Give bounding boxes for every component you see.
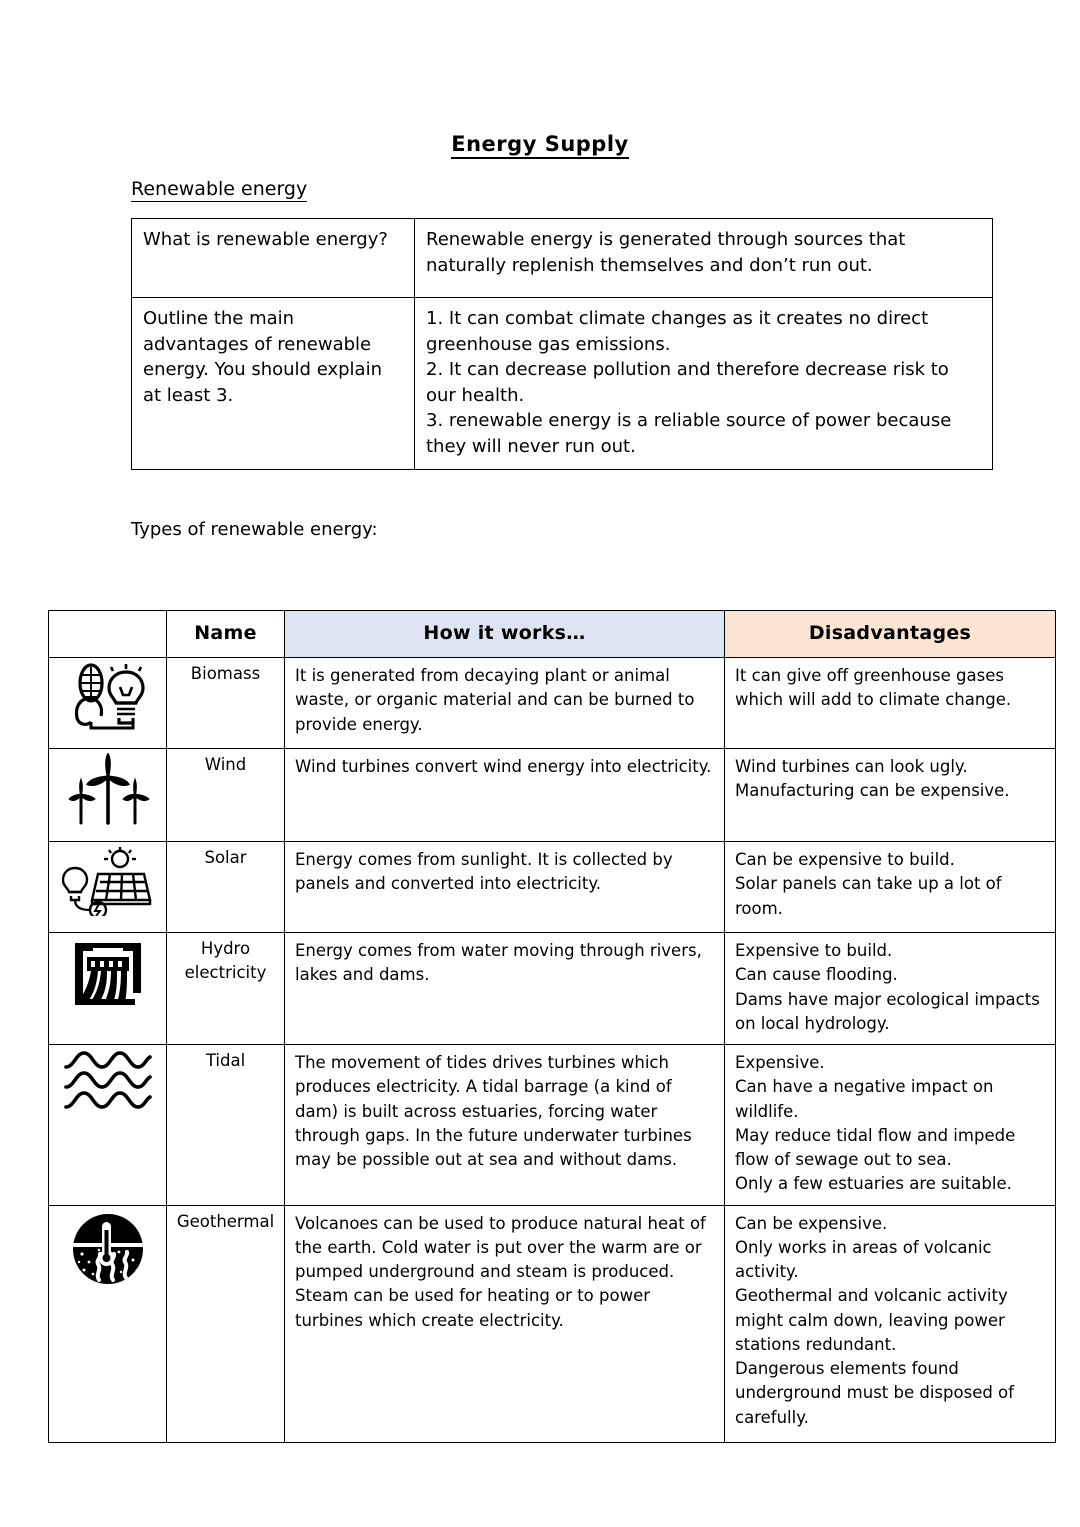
page-title	[0, 132, 1080, 156]
disadvantage-line: Dams have major ecological impacts on local hydrology.	[735, 989, 1040, 1033]
qa-question-cell: What is renewable energy?	[132, 219, 415, 298]
table-row	[132, 298, 993, 470]
solar-panel-icon	[51, 846, 164, 916]
table-row	[49, 749, 1056, 842]
row-disadvantages	[725, 1045, 1056, 1206]
disadvantage-line: Expensive.	[735, 1053, 825, 1072]
disadvantage-line: Solar panels can take up a lot of room.	[735, 874, 1002, 918]
qa-answer-line: 3. renewable energy is a reliable source of power because they will never run out.	[426, 410, 952, 457]
table-row	[49, 1045, 1056, 1206]
wind-turbines-icon	[51, 753, 164, 825]
row-how-it-works: It is generated from decaying plant or animal waste, or organic material and can be burned to provide energy.	[285, 658, 725, 749]
disadvantage-line: Only works in areas of volcanic activity.	[735, 1237, 992, 1281]
section-heading-text: Renewable energy	[131, 178, 308, 200]
disadvantage-line: Only a few estuaries are suitable.	[735, 1174, 1012, 1194]
disadvantage-line: Can be expensive.	[735, 1213, 888, 1233]
disadvantage-line: Can be expensive to build.	[735, 850, 955, 869]
types-of-renewable-energy-table	[48, 610, 1056, 1443]
row-name: Hydro electricity	[167, 933, 285, 1045]
row-how-it-works: The movement of tides drives turbines which produces electricity. A tidal barrage (a kind of dam) is built across estuaries, forcing water through gaps. In the future underwater turbines may be possible out at sea and without dams.	[285, 1045, 725, 1206]
row-disadvantages	[725, 842, 1056, 933]
row-icon-cell	[49, 749, 167, 842]
row-icon-cell	[49, 842, 167, 933]
waves-icon	[51, 1049, 164, 1113]
row-disadvantages	[725, 658, 1056, 749]
qa-answer-cell: Renewable energy is generated through sources that naturally replenish themselves and don’t run out.	[415, 219, 993, 298]
row-name: Biomass	[167, 658, 285, 749]
header-name: Name	[167, 611, 285, 658]
row-name: Solar	[167, 842, 285, 933]
table-header-row	[49, 611, 1056, 658]
row-how-it-works: Energy comes from water moving through rivers, lakes and dams.	[285, 933, 725, 1045]
hydro-dam-icon	[51, 937, 164, 1011]
table-row	[49, 658, 1056, 749]
disadvantage-line: Expensive to build.	[735, 941, 893, 960]
table-row	[49, 842, 1056, 933]
types-of-renewable-energy-caption: Types of renewable energy:	[131, 519, 378, 540]
row-name: Tidal	[167, 1045, 285, 1206]
geothermal-thermometer-icon	[51, 1210, 164, 1288]
section-heading-renewable-energy	[131, 178, 307, 200]
row-how-it-works: Energy comes from sunlight. It is collected by panels and converted into electricity.	[285, 842, 725, 933]
disadvantage-line: Geothermal and volcanic activity might calm down, leaving power stations redundant.	[735, 1286, 1008, 1354]
disadvantage-line: Can have a negative impact on wildlife.	[735, 1077, 994, 1121]
row-icon-cell	[49, 658, 167, 749]
header-how-it-works: How it works…	[285, 611, 725, 658]
disadvantage-line: Wind turbines can look ugly.	[735, 757, 968, 776]
row-name: Wind	[167, 749, 285, 842]
header-icon-column	[49, 611, 167, 658]
qa-answer-cell	[415, 298, 993, 470]
row-disadvantages	[725, 749, 1056, 842]
row-how-it-works: Volcanoes can be used to produce natural heat of the earth. Cold water is put over the warm are or pumped underground and steam is produced. Steam can be used for heating or to power turbines which create electricity.	[285, 1205, 725, 1442]
disadvantage-line: Dangerous elements found underground must be disposed of carefully.	[735, 1359, 1014, 1427]
row-disadvantages	[725, 933, 1056, 1045]
row-icon-cell	[49, 1205, 167, 1442]
row-how-it-works: Wind turbines convert wind energy into electricity.	[285, 749, 725, 842]
page-title-text: Energy Supply	[451, 132, 628, 159]
row-icon-cell	[49, 1045, 167, 1206]
table-row	[49, 1205, 1056, 1442]
header-disadvantages: Disadvantages	[725, 611, 1056, 658]
qa-answer-line: 2. It can decrease pollution and therefore decrease risk to our health.	[426, 359, 949, 406]
corn-and-lightbulb-icon	[51, 662, 164, 730]
disadvantage-line: May reduce tidal flow and impede flow of sewage out to sea.	[735, 1125, 1016, 1169]
disadvantage-line: It can give off greenhouse gases which will add to climate change.	[735, 666, 1012, 710]
qa-answer-line: 1. It can combat climate changes as it creates no direct greenhouse gas emissions.	[426, 308, 929, 355]
disadvantage-line: Can cause flooding.	[735, 965, 898, 985]
table-row	[49, 933, 1056, 1045]
row-name: Geothermal	[167, 1205, 285, 1442]
disadvantage-line: Manufacturing can be expensive.	[735, 781, 1010, 801]
table-row	[132, 219, 993, 298]
qa-question-cell: Outline the main advantages of renewable energy. You should explain at least 3.	[132, 298, 415, 470]
row-disadvantages	[725, 1205, 1056, 1442]
renewable-energy-qa-table	[131, 218, 993, 470]
row-icon-cell	[49, 933, 167, 1045]
